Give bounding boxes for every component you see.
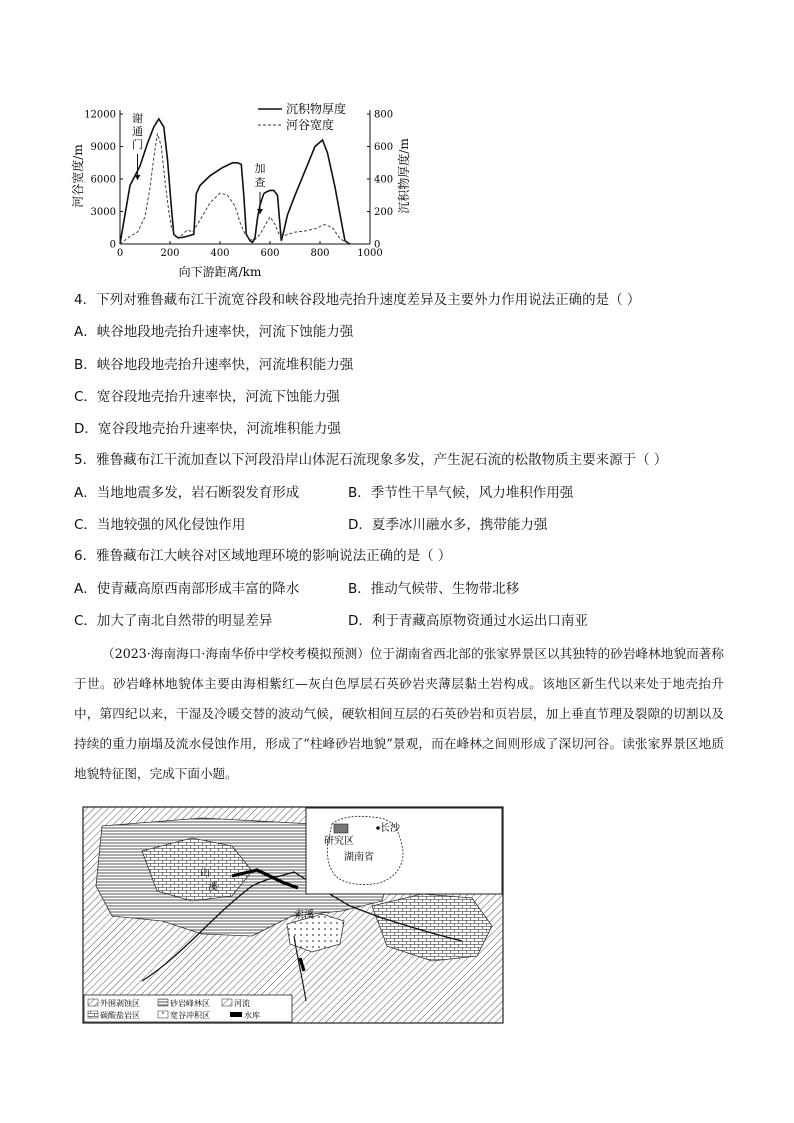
question-6-option-a: A．使青藏高原西南部形成丰富的降水 (74, 581, 300, 597)
legend-swatch-erosion (88, 999, 98, 1006)
question-6-option-b: B．推动气候带、生物带北移 (348, 581, 520, 597)
x-tick-label: 0 (116, 248, 124, 259)
legend-text-erosion: 外围剥蚀区 (100, 999, 140, 1008)
inset-label-hunan: 湖南省 (344, 852, 374, 863)
y-left-tick-label: 12000 (84, 109, 116, 121)
x-axis-label: 向下游距离/km (178, 265, 262, 279)
question-4-option-c: C．宽谷段地壳抬升速率快，河流下蚀能力强 (74, 389, 340, 405)
question-5-option-c: C．当地较强的风化侵蚀作用 (74, 517, 246, 533)
legend-swatch-peak-forest (158, 999, 168, 1006)
legend-swatch-alluvial (158, 1011, 168, 1018)
question-4-option-a: A．峡谷地段地壳抬升速率快，河流下蚀能力强 (74, 324, 354, 340)
question-5-option-d: D．夏季冰川融水多，携带能力强 (348, 517, 548, 533)
annotation-char: 查 (254, 176, 266, 189)
valley-sediment-chart (64, 96, 411, 286)
y-axis-right-label: 沉积物厚度/m (397, 138, 411, 214)
legend-swatch-reservoir (230, 1012, 242, 1017)
series-line-sediment-thickness (120, 119, 350, 244)
question-4-option-d: D．宽谷段地壳抬升速率快，河流堆积能力强 (74, 421, 341, 437)
annotation-char: 谢 (132, 112, 143, 125)
y-right-tick-label: 200 (374, 207, 394, 218)
x-tick-label: 1000 (357, 248, 383, 259)
y-right-tick-label: 800 (374, 109, 394, 121)
map-svg (82, 806, 504, 1024)
legend-text-river: 河流 (234, 999, 250, 1008)
inset-study-area-marker (334, 824, 348, 833)
question-5-stem: 5．雅鲁藏布江干流加查以下河段沿岸山体泥石流现象多发，产生泥石流的松散物质主要来源于（ ） (74, 452, 668, 468)
y-left-tick-label: 3000 (90, 207, 116, 218)
y-left-tick-label: 9000 (90, 142, 116, 153)
place-label-suoxi: 索溪 (294, 910, 314, 921)
legend-text-reservoir: 水库 (244, 1011, 260, 1020)
annotation-char: 通 (132, 125, 143, 138)
zhangjiajie-geology-map (82, 806, 504, 1024)
legend-text-alluvial: 宽谷冲积区 (170, 1011, 210, 1020)
legend-swatch-river (222, 999, 232, 1006)
question-4-option-b: B．峡谷地段地壳抬升速率快，河流堆积能力强 (74, 357, 354, 373)
y-left-tick-label: 6000 (90, 174, 116, 186)
x-tick-label: 200 (160, 248, 180, 259)
question-5-option-b: B．季节性干旱气候，风力堆积作用强 (348, 485, 574, 501)
map-legend (84, 995, 292, 1022)
series-line-valley-width (120, 134, 350, 245)
place-label-stream-2: 溪 (208, 882, 218, 893)
question-4-stem: 4．下列对雅鲁藏布江干流宽谷段和峡谷段地壳抬升速度差异及主要外力作用说法正确的是（ ） (74, 292, 641, 308)
y-right-tick-label: 0 (374, 239, 381, 251)
passage (74, 639, 724, 789)
x-tick-label: 600 (260, 248, 280, 259)
annotation-char: 门 (132, 138, 143, 151)
annotation-arrowhead (135, 175, 141, 180)
y-axis-left-label: 河谷宽度/m (71, 144, 85, 208)
legend-swatch-carbonate (88, 1011, 98, 1018)
legend-text-carbonate: 碳酸盐岩区 (100, 1011, 140, 1020)
y-right-tick-label: 400 (374, 174, 394, 186)
chart-svg (64, 96, 411, 286)
x-tick-label: 800 (310, 248, 330, 259)
question-6-stem: 6．雅鲁藏布江大峡谷对区域地理环境的影响说法正确的是（ ） (74, 548, 452, 564)
x-tick-label: 400 (210, 248, 230, 259)
legend-text-peak-forest: 砂岩峰林区 (170, 999, 210, 1008)
legend-entry-sediment: 沉积物厚度 (286, 102, 347, 116)
legend-entry-valley-width: 河谷宽度 (286, 118, 335, 132)
passage-text: （2023·海南海口·海南华侨中学校考模拟预测）位于湖南省西北部的张家界景区以其独特的砂岩峰林地貌而著称于世。砂岩峰林地貌体主要由海相紫红—灰白色厚层石英砂岩夹薄层黏土岩构成。该地区新生代以来处于地壳抬升中，第四纪以来，干湿及冷暖交替的波动气候，硬软相间互层的石英砂岩和页岩层，加上垂直节理及裂隙的切割以及持续的重力崩塌及流水侵蚀作用，形成了“柱峰砂岩地貌”景观，而在峰林之间则形成了深切河谷。读张家界景区地质地貌特征图，完成下面小题。 (74, 646, 724, 781)
question-6-option-d: D．利于青藏高原物资通过水运出口南亚 (348, 613, 588, 629)
question-6-option-c: C．加大了南北自然带的明显差异 (74, 613, 273, 629)
annotation-char: 加 (254, 162, 266, 175)
y-left-tick-label: 0 (109, 239, 116, 251)
inset-label-study-area: 研究区 (324, 836, 354, 847)
inset-label-changsha: 长沙 (380, 823, 400, 834)
question-5-option-a: A．当地地震多发，岩石断裂发育形成 (74, 485, 300, 501)
place-label-stream-1: 山 (200, 868, 210, 879)
y-right-tick-label: 600 (374, 142, 394, 153)
